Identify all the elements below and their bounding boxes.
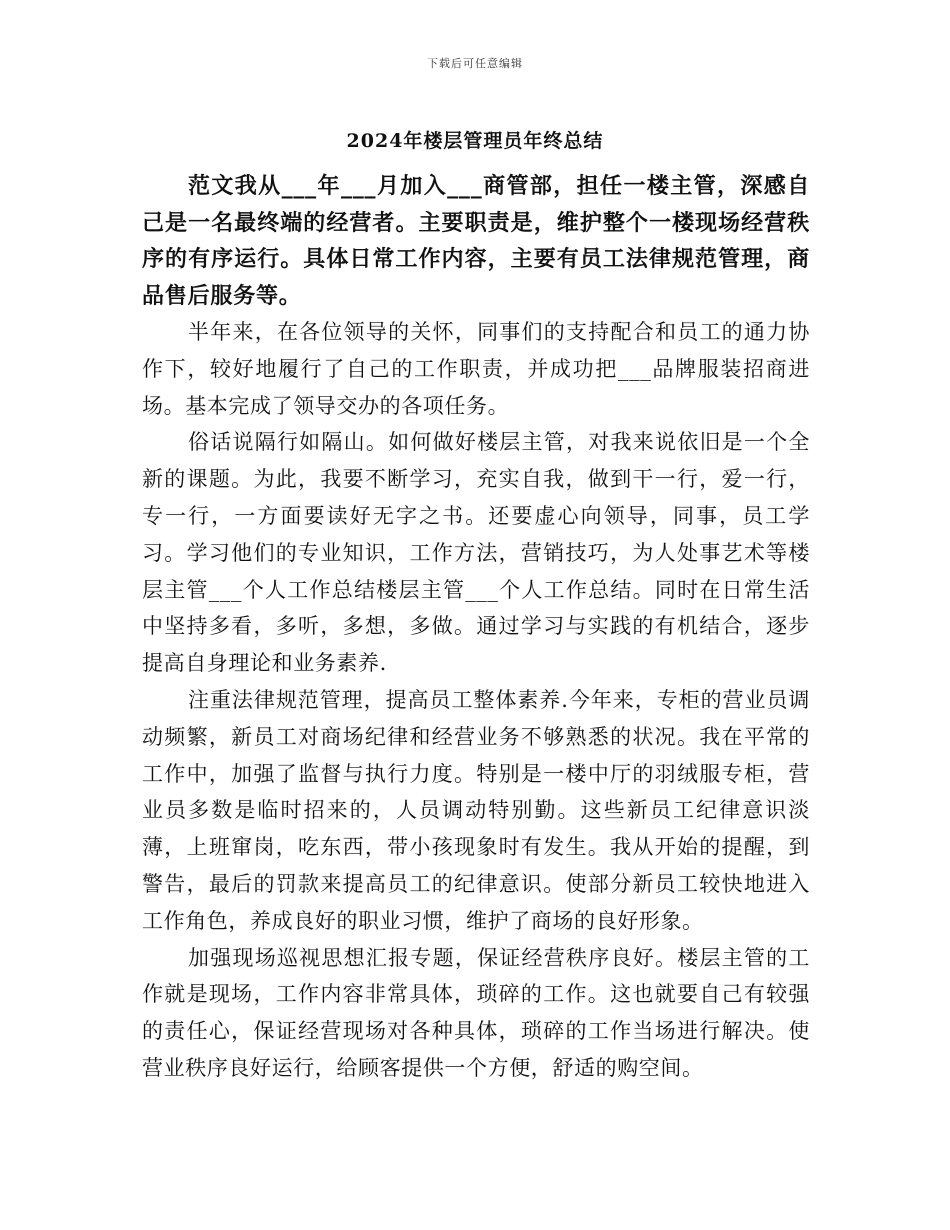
paragraph: 半年来，在各位领导的关怀，同事们的支持配合和员工的通力协作下，较好地履行了自己的工作职责，并成功把___品牌服装招商进场。基本完成了领导交办的各项任务。 (142, 320, 810, 418)
paragraph: 俗话说隔行如隔山。如何做好楼层主管，对我来说依旧是一个全新的课题。为此，我要不断学习，充实自我，做到干一行，爱一行，专一行，一方面要读好无字之书。还要虚心向领导，同事，员工学习。学习他们的专业知识，工作方法，营销技巧，为人处事艺术等楼层主管___个人工作总结楼层主管___个人工作总结。同时在日常生活中坚持多看，多听，多想，多做。通过学习与实践的有机结合，逐步提高自身理论和业务素养. (142, 430, 810, 676)
paragraph: 加强现场巡视思想汇报专题，保证经营秩序良好。楼层主管的工作就是现场，工作内容非常具体，琐碎的工作。这也就要自己有较强的责任心，保证经营现场对各种具体，琐碎的工作当场进行解决。使营业秩序良好运行，给顾客提供一个方便，舒适的购空间。 (142, 945, 810, 1080)
intro-paragraph: 范文我从___年___月加入___商管部，担任一楼主管，深感自己是一名最终端的经营者。主要职责是，维护整个一楼现场经营秩序的有序运行。具体日常工作内容，主要有员工法律规范管理，商品售后服务等。 (142, 173, 810, 309)
header-note: 下载后可任意编辑 (427, 57, 523, 70)
document-title: 2024年楼层管理员年终总结 (346, 130, 604, 152)
paragraph: 注重法律规范管理，提高员工整体素养.今年来，专柜的营业员调动频繁，新员工对商场纪律和经营业务不够熟悉的状况。我在平常的工作中，加强了监督与执行力度。特别是一楼中厅的羽绒服专柜，营业员多数是临时招来的，人员调动特别勤。这些新员工纪律意识淡薄，上班窜岗，吃东西，带小孩现象时有发生。我从开始的提醒，到警告，最后的罚款来提高员工的纪律意识。使部分新员工较快地进入工作角色，养成良好的职业习惯，维护了商场的良好形象。 (142, 687, 810, 933)
document-body (142, 168, 810, 1087)
